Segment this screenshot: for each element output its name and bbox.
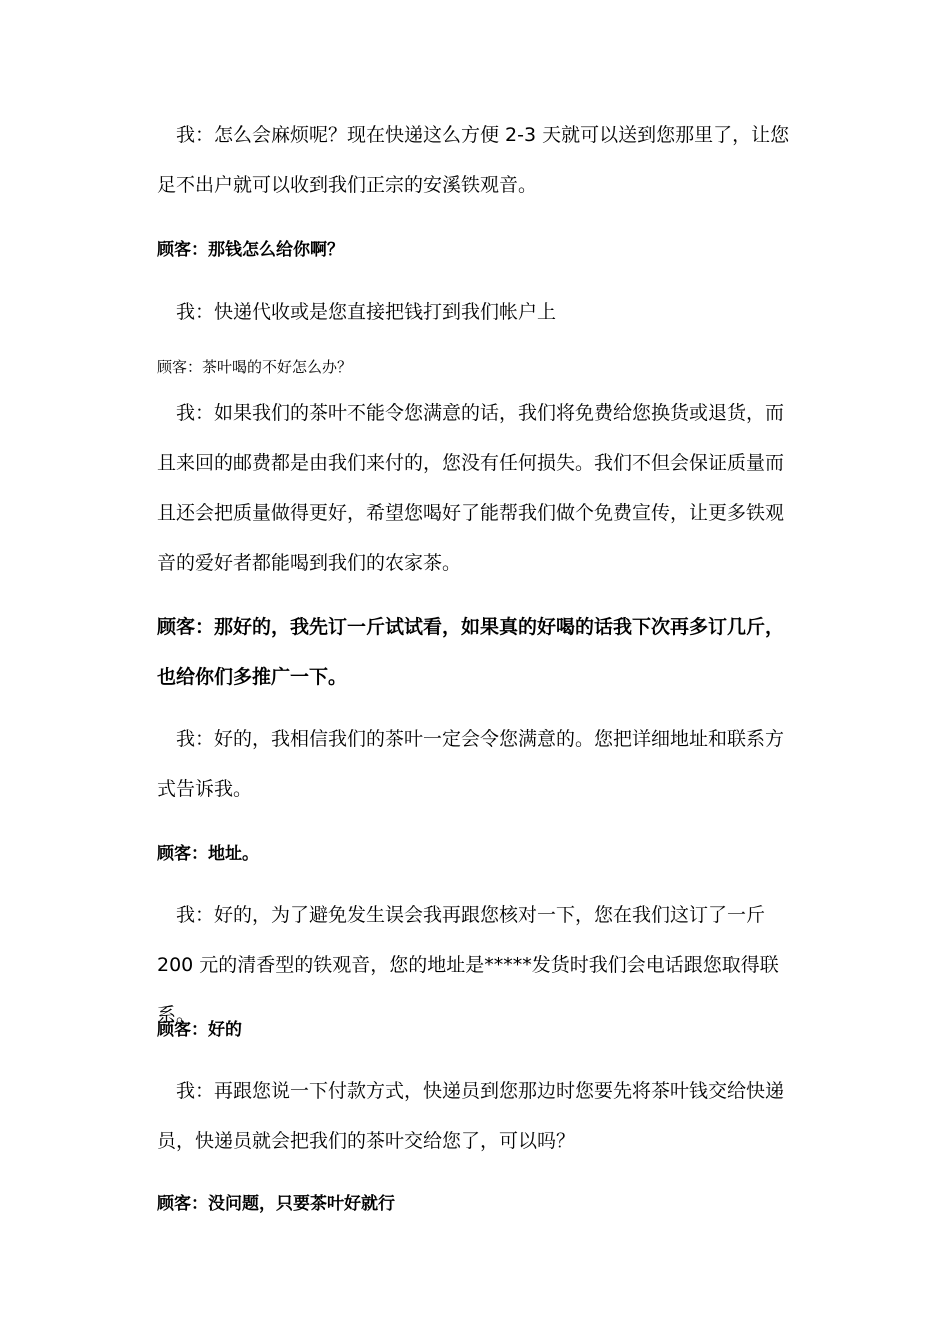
my-reply-paragraph: 我：如果我们的茶叶不能令您满意的话，我们将免费给您换货或退货，而且来回的邮费都是由我们来付的，您没有任何损失。我们不但会保证质量而且还会把质量做得更好，希望您喝好了能帮我们做个免费宣传，让更多铁观音的爱好者都能喝到我们的农家茶。 [157,402,785,574]
customer-statement-paragraph: 顾客：那好的，我先订一斤试试看，如果真的好喝的话我下次再多订几斤，也给你们多推广一下。 [157,616,785,688]
my-reply-paragraph: 我：再跟您说一下付款方式，快递员到您那边时您要先将茶叶钱交给快递员，快递员就会把我们的茶叶交给您了，可以吗？ [157,1080,785,1152]
my-reply-paragraph: 我：快递代收或是您直接把钱打到我们帐户上 [176,301,557,323]
customer-statement-paragraph: 顾客：没问题，只要茶叶好就行 [157,1194,395,1214]
customer-statement-paragraph: 顾客：地址。 [157,844,259,864]
my-reply-paragraph: 我：怎么会麻烦呢？现在快递这么方便 2-3 天就可以送到您那里了，让您足不出户就可以收到我们正宗的安溪铁观音。 [157,124,790,196]
my-reply-paragraph: 我：好的，为了避免发生误会我再跟您核对一下，您在我们这订了一斤 200 元的清香型的铁观音，您的地址是*****发货时我们会电话跟您取得联系。 [157,904,779,1026]
customer-statement-paragraph: 顾客：好的 [157,1020,242,1040]
customer-question-paragraph: 顾客：茶叶喝的不好怎么办？ [157,358,353,376]
customer-question-paragraph: 顾客：那钱怎么给你啊？ [157,240,344,260]
my-reply-paragraph: 我：好的，我相信我们的茶叶一定会令您满意的。您把详细地址和联系方式告诉我。 [157,728,785,800]
